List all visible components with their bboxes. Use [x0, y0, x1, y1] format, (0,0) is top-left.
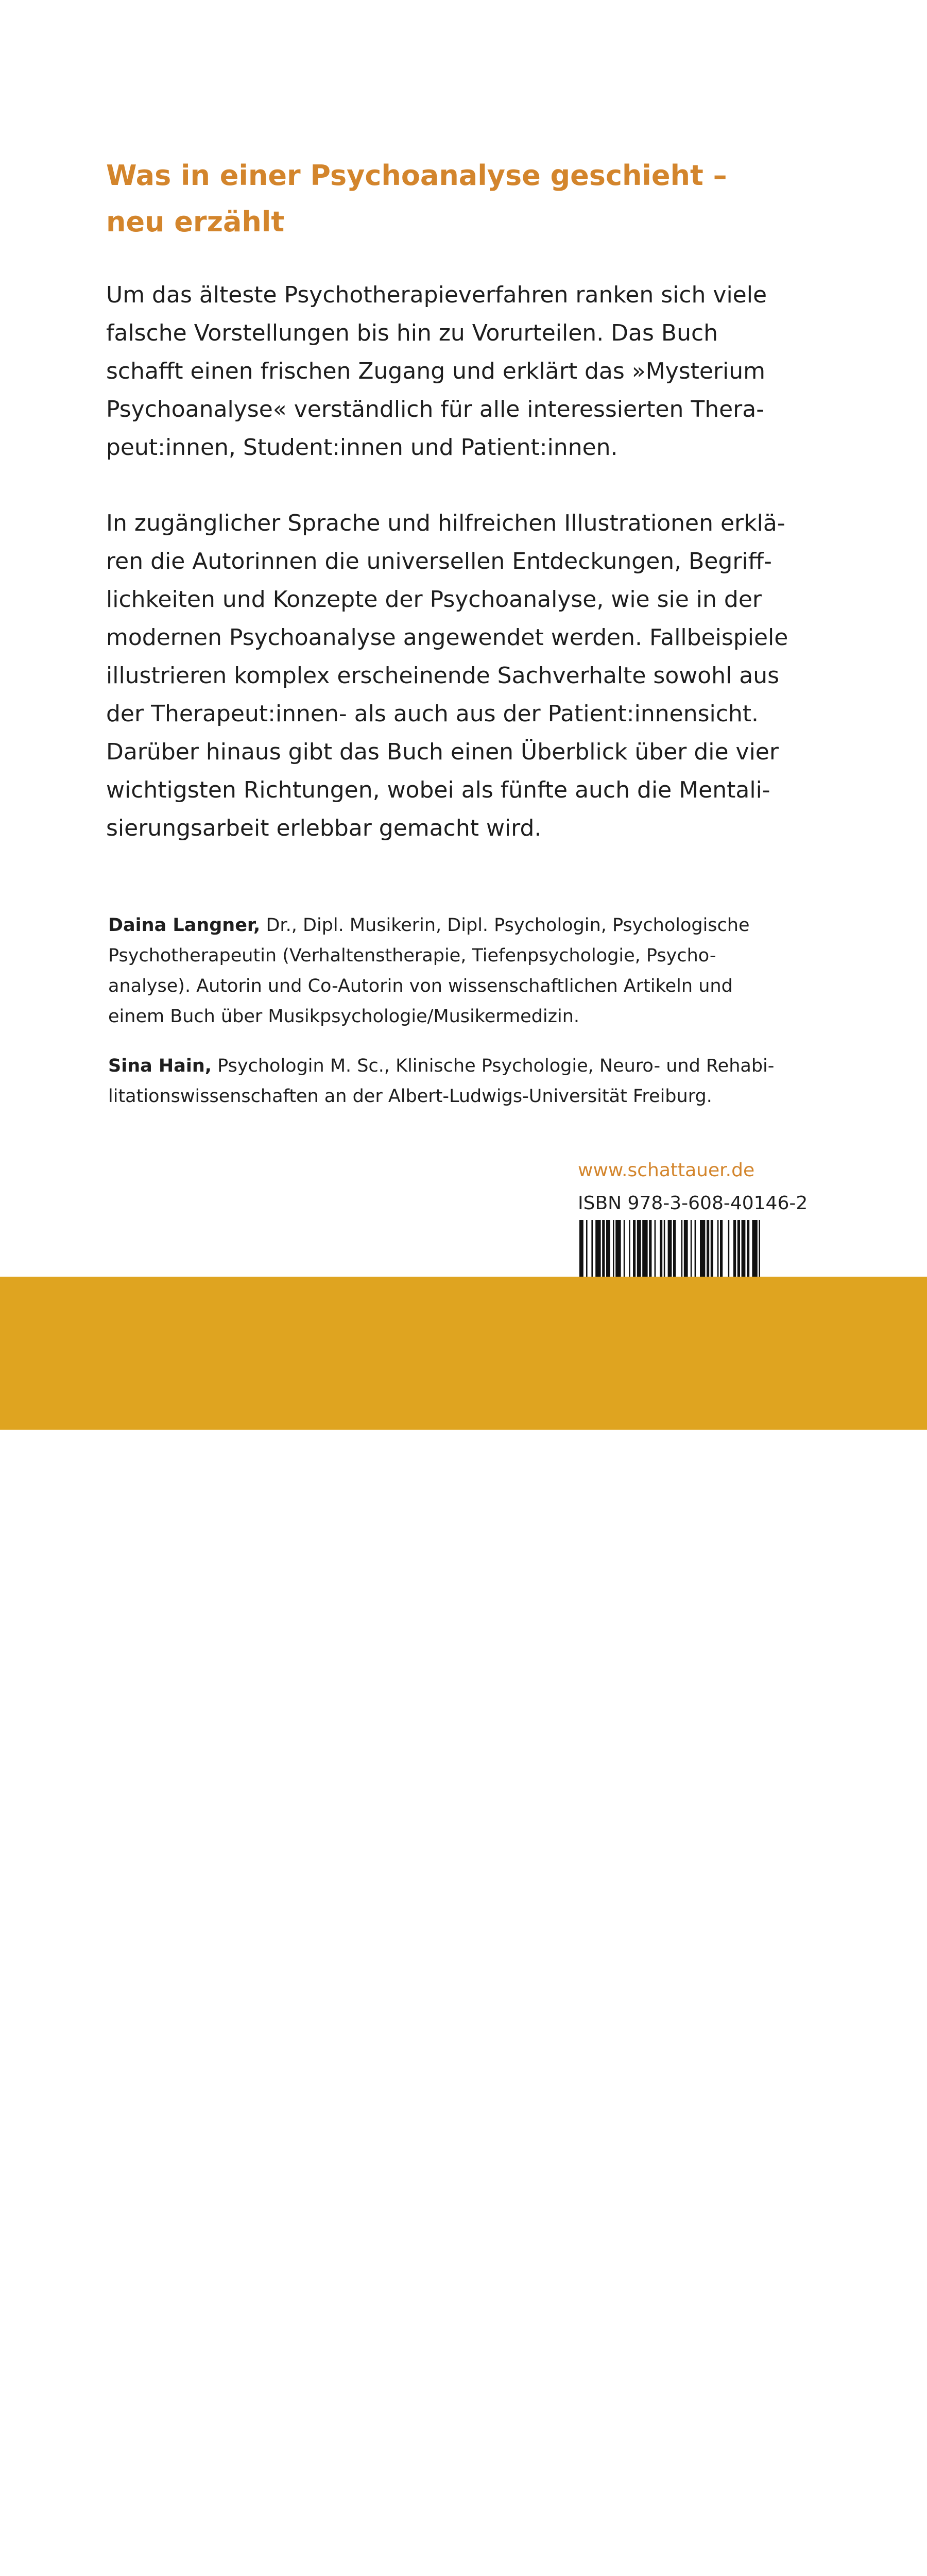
text-line: peut:innen, Student:innen und Patient:innen.: [106, 434, 618, 461]
barcode-bar: [700, 1220, 705, 1277]
barcode-bar: [664, 1220, 665, 1277]
barcode-bar: [759, 1220, 760, 1277]
barcode-bar: [615, 1220, 621, 1277]
barcode-bar: [633, 1220, 636, 1277]
barcode-bar: [586, 1220, 588, 1277]
barcode-bar: [742, 1220, 746, 1277]
author-bio-line: [108, 1051, 839, 1081]
headline-line: Was in einer Psychoanalyse geschieht –: [106, 159, 727, 192]
author-bio-text: Dr., Dipl. Musikerin, Dipl. Psychologin, Psychologische: [260, 915, 750, 936]
barcode-bar: [673, 1220, 676, 1277]
text-line: wichtigsten Richtungen, wobei als fünfte auch die Mentali-: [106, 777, 770, 803]
text-line: modernen Psychoanalyse angewendet werden. Fallbeispiele: [106, 624, 788, 651]
author-name: Sina Hain,: [108, 1056, 212, 1076]
barcode-bar: [655, 1220, 656, 1277]
barcode-bar: [606, 1220, 610, 1277]
barcode-bar: [613, 1220, 614, 1277]
author-bio-hain: [108, 1051, 839, 1112]
barcode-bar: [681, 1220, 683, 1277]
text-line: schafft einen frischen Zugang und erklärt das »Mysterium: [106, 358, 765, 384]
barcode-bar: [660, 1220, 662, 1277]
barcode-bar: [737, 1220, 740, 1277]
author-name: Daina Langner,: [108, 915, 261, 936]
barcode-bar: [733, 1220, 736, 1277]
barcode-bar: [728, 1220, 730, 1277]
barcode-bar: [695, 1220, 696, 1277]
author-bio-langner: [108, 910, 839, 1032]
barcode-bar: [595, 1220, 600, 1277]
text-line: ren die Autorinnen die universellen Entdeckungen, Begriff-: [106, 548, 772, 574]
headline: [106, 152, 827, 245]
barcode-bar: [668, 1220, 672, 1277]
text-line: falsche Vorstellungen bis hin zu Vorurteilen. Das Buch: [106, 320, 718, 346]
author-bio-line: einem Buch über Musikpsychologie/Musikermedizin.: [108, 1006, 580, 1027]
headline-line: neu erzählt: [106, 206, 285, 238]
author-bio-line: analyse). Autorin und Co-Autorin von wissenschaftlichen Artikeln und: [108, 976, 733, 996]
barcode-bar: [691, 1220, 692, 1277]
barcode-bar: [591, 1220, 593, 1277]
text-line: der Therapeut:innen- als auch aus der Patient:innensicht.: [106, 701, 759, 727]
barcode-bar: [637, 1220, 641, 1277]
barcode-bar: [707, 1220, 709, 1277]
barcode-bar: [711, 1220, 713, 1277]
barcode-bar: [747, 1220, 749, 1277]
barcode-bar: [649, 1220, 651, 1277]
barcode-bar: [720, 1220, 723, 1277]
author-bio-line: Psychotherapeutin (Verhaltenstherapie, Tiefenpsychologie, Psycho-: [108, 945, 716, 966]
barcode-bar: [642, 1220, 647, 1277]
barcode-bar: [629, 1220, 630, 1277]
author-bio-line: [108, 910, 839, 941]
barcode-bar: [579, 1220, 583, 1277]
text-line: Psychoanalyse« verständlich für alle interessierten Thera-: [106, 396, 765, 422]
barcode-bar: [684, 1220, 688, 1277]
text-line: In zugänglicher Sprache und hilfreichen Illustrationen erklä-: [106, 510, 785, 536]
barcode-bar: [624, 1220, 625, 1277]
text-line: sierungsarbeit erlebbar gemacht wird.: [106, 815, 542, 841]
text-line: Um das älteste Psychotherapieverfahren ranken sich viele: [106, 282, 767, 308]
text-line: lichkeiten und Konzepte der Psychoanalyse, wie sie in der: [106, 586, 762, 613]
publisher-band: [0, 1277, 927, 1430]
barcode-icon: [579, 1220, 827, 1277]
isbn-number: ISBN 978-3-608-40146-2: [578, 1193, 808, 1214]
text-line: Darüber hinaus gibt das Buch einen Überblick über die vier: [106, 739, 779, 765]
detail-paragraph: [106, 504, 837, 848]
text-line: illustrieren komplex erscheinende Sachverhalte sowohl aus: [106, 663, 780, 689]
intro-paragraph: [106, 276, 837, 467]
barcode-bar: [602, 1220, 605, 1277]
author-bio-text: Psychologin M. Sc., Klinische Psychologie, Neuro- und Rehabi-: [212, 1056, 775, 1076]
barcode-bar: [752, 1220, 757, 1277]
publisher-website[interactable]: www.schattauer.de: [578, 1160, 755, 1181]
barcode-bar: [717, 1220, 719, 1277]
author-bio-line: litationswissenschaften an der Albert-Ludwigs-Universität Freiburg.: [108, 1086, 712, 1107]
